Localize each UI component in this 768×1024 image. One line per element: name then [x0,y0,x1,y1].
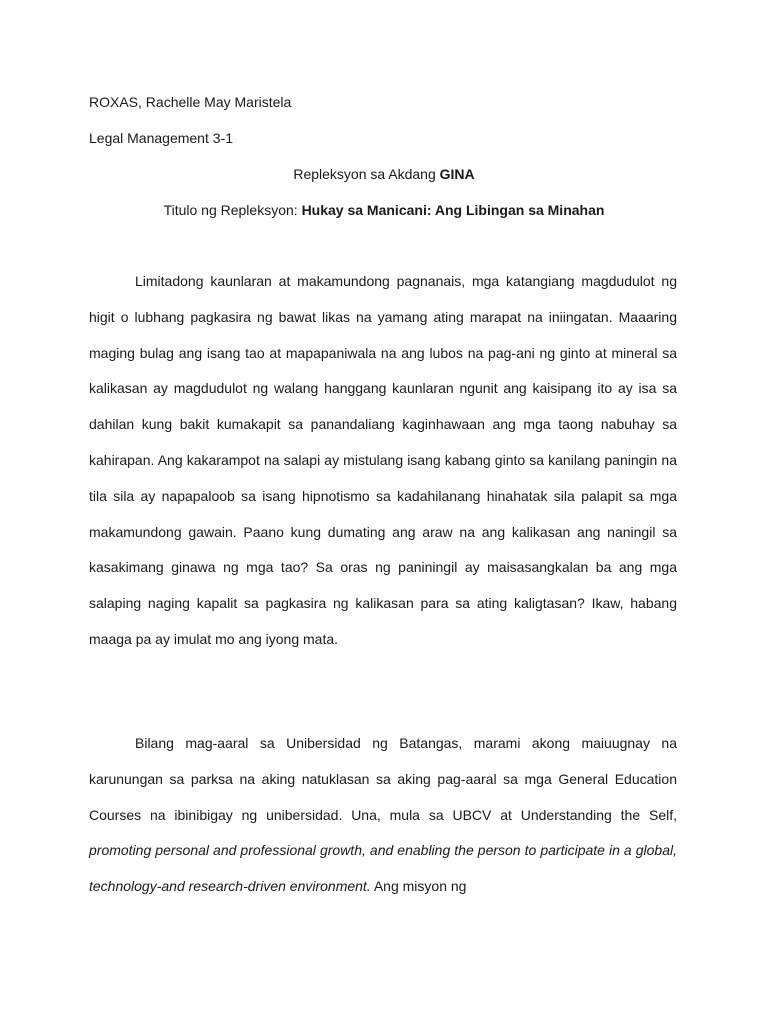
reflection-title-line [0,201,768,219]
work-title: GINA [439,166,475,182]
reflection-heading [0,165,768,183]
paragraph-2-text-end: Ang misyon ng [370,878,467,895]
paragraph-2 [89,726,677,905]
paragraph-2-italic-quote: promoting personal and professional growth, and enabling the person to participate in a global, technology-and research-driven environment. [89,842,677,895]
paragraph-1 [89,264,677,658]
reflection-title-prefix: Titulo ng Repleksyon: [163,202,302,218]
author-name: ROXAS, Rachelle May Maristela [89,94,292,110]
reflection-heading-prefix: Repleksyon sa Akdang [293,166,440,182]
reflection-title: Hukay sa Manicani: Ang Libingan sa Minahan [301,202,605,218]
course-section: Legal Management 3-1 [89,130,233,146]
paragraph-1-text: Limitadong kaunlaran at makamundong pagnanais, mga katangiang magdudulot ng higit o lubhang pagkasira ng bawat likas na yamang ating marapat na iniingatan. Maaaring maging bulag ang isang tao at mapapaniwala na ang lubos na pag-ani ng ginto at mineral sa kalikasan ay magdudulot ng walang hanggang kaunlaran ngunit ang kaisipang ito ay isa sa dahilan kung bakit kumakapit sa panandaliang kaginhawaan ang mga taong nabuhay sa kahirapan. Ang kakarampot na salapi ay mistulang isang kabang ginto sa kanilang paningin na tila sila ay napapaloob sa isang hipnotismo sa kadahilanang hinahatak sila palapit sa mga makamundong gawain. Paano kung dumating ang araw na ang kalikasan ang naningil sa kasakimang ginawa ng mga tao? Sa oras ng paniningil ay maisasangkalan ba ang mga salaping naging kapalit sa pagkasira ng kalikasan para sa ating kaligtasan? Ikaw, habang maaga pa ay imulat mo ang iyong mata. [89,273,677,647]
paragraph-2-text-start: Bilang mag-aaral sa Unibersidad ng Batangas, marami akong maiuugnay na karunungan sa parksa na aking natuklasan sa aking pag-aaral sa mga General Education Courses na ibinibigay ng unibersidad. Una, mula sa UBCV at Understanding the Self, [89,735,677,823]
